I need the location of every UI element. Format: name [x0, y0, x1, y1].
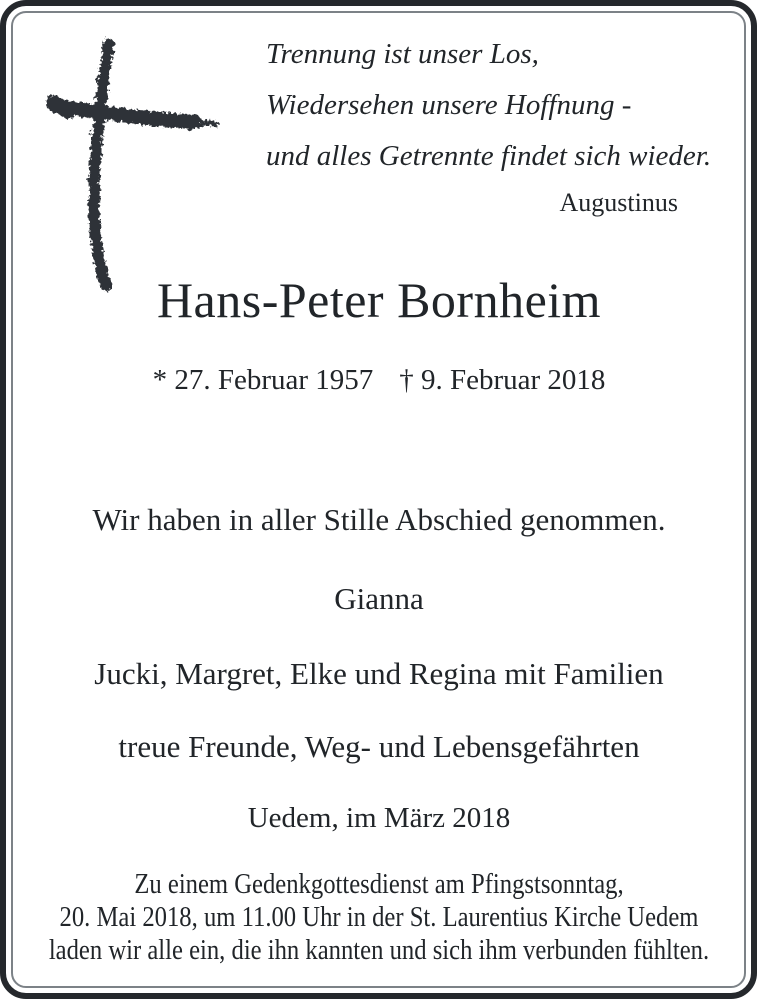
birth-date: * 27. Februar 1957 [152, 364, 374, 396]
service-line: laden wir alle ein, die ihn kannten und sich ihm verbunden fühlten. [48, 935, 710, 966]
farewell-line: Wir haben in aller Stille Abschied genommen. [92, 502, 666, 537]
quote-line: und alles Getrennte findet sich wieder. [266, 140, 712, 172]
mourner-line: Jucki, Margret, Elke und Regina mit Familien [94, 656, 664, 691]
mourner-line: Gianna [334, 581, 424, 616]
quote-line: Trennung ist unser Los, [266, 38, 539, 70]
service-line: 20. Mai 2018, um 11.00 Uhr in der St. Laurentius Kirche Uedem [59, 902, 699, 933]
mourner-line: treue Freunde, Weg- und Lebensgefährten [118, 729, 640, 764]
quote-line: Wiedersehen unsere Hoffnung - [266, 89, 632, 121]
service-line: Zu einem Gedenkgottesdienst am Pfingstsonntag, [134, 869, 624, 900]
deceased-name: Hans-Peter Bornheim [156, 272, 602, 328]
hand-drawn-cross-icon [45, 32, 227, 302]
life-dates [0, 364, 758, 397]
memorial-quote [266, 29, 711, 182]
quote-attribution: Augustinus [559, 188, 678, 217]
death-date: † 9. Februar 2018 [399, 364, 606, 396]
memorial-service-announcement [45, 868, 712, 967]
place-date-line: Uedem, im März 2018 [247, 802, 511, 834]
